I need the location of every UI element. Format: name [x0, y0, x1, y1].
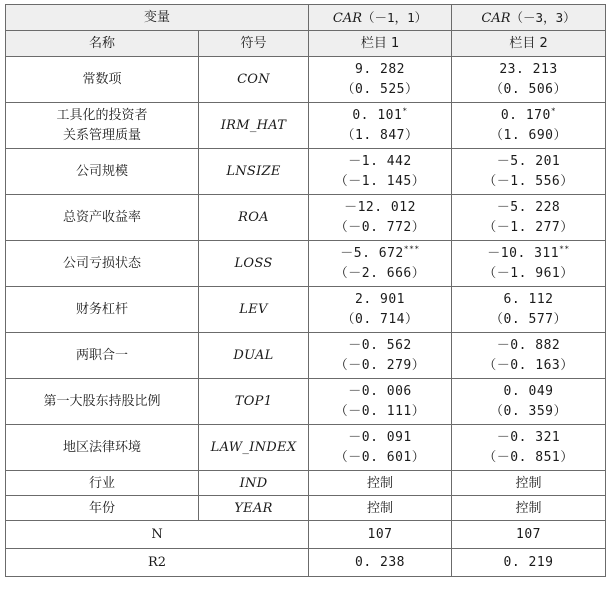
row-symbol: LAW_INDEX: [199, 425, 309, 471]
t-value: （0. 359）: [490, 403, 567, 419]
coef: －5. 228: [496, 199, 561, 215]
t-value: （－0. 601）: [334, 449, 426, 465]
n-c1: 107: [309, 521, 452, 549]
row-c1: [309, 103, 452, 149]
row-name: 年份: [6, 496, 199, 521]
coef: －1. 442: [348, 153, 412, 169]
row-c1: [309, 287, 452, 333]
header-car-1-name: CAR: [332, 10, 363, 26]
row-symbol: IRM_HAT: [199, 103, 309, 149]
header-car-1-range: （－1，1）: [362, 9, 428, 25]
stat-row-r2: [6, 549, 606, 577]
row-c1: [309, 379, 452, 425]
row-c2: [452, 195, 606, 241]
coef: －5. 672: [340, 245, 404, 261]
row-c2: [452, 379, 606, 425]
row-symbol: LOSS: [199, 241, 309, 287]
control-c1: 控制: [309, 496, 452, 521]
header-symbol: 符号: [199, 31, 309, 57]
t-value: （0. 714）: [341, 311, 419, 327]
control-row-industry: [6, 471, 606, 496]
header-column-2: 栏目 2: [452, 31, 606, 57]
r2-c2: 0. 219: [452, 549, 606, 577]
table-row: [6, 333, 606, 379]
row-c1: [309, 195, 452, 241]
significance-mark: *: [550, 106, 557, 116]
row-c2: [452, 57, 606, 103]
n-label: N: [6, 521, 309, 549]
row-name: 常数项: [6, 57, 199, 103]
t-value: （－0. 279）: [334, 357, 426, 373]
header-row-2: [6, 31, 606, 57]
control-c1: 控制: [309, 471, 452, 496]
t-value: （－1. 277）: [483, 219, 574, 235]
t-value: （0. 525）: [341, 81, 419, 97]
t-value: （1. 690）: [490, 127, 567, 143]
coef: －0. 091: [348, 429, 412, 445]
row-symbol: LNSIZE: [199, 149, 309, 195]
t-value: （0. 506）: [490, 81, 567, 97]
coef: －5. 201: [496, 153, 561, 169]
t-value: （1. 847）: [341, 127, 419, 143]
table-row: [6, 241, 606, 287]
row-c2: [452, 103, 606, 149]
t-value: （－0. 111）: [334, 403, 426, 419]
coef: 0. 170: [500, 107, 551, 123]
t-value: （0. 577）: [490, 311, 567, 327]
row-symbol: DUAL: [199, 333, 309, 379]
row-c2: [452, 425, 606, 471]
row-name-line-2: 关系管理质量: [62, 127, 141, 143]
row-symbol: TOP1: [199, 379, 309, 425]
row-symbol: LEV: [199, 287, 309, 333]
header-column-1: 栏目 1: [309, 31, 452, 57]
regression-table: [5, 4, 606, 577]
r2-label: R2: [6, 549, 309, 577]
row-name: 财务杠杆: [6, 287, 199, 333]
row-c1: [309, 333, 452, 379]
significance-mark: ***: [403, 244, 420, 254]
row-symbol: YEAR: [199, 496, 309, 521]
row-name: [6, 103, 199, 149]
significance-mark: *: [402, 106, 408, 116]
row-name: 公司规模: [6, 149, 199, 195]
r2-c1: 0. 238: [309, 549, 452, 577]
table-row: [6, 379, 606, 425]
table-row: [6, 425, 606, 471]
t-value: （－1. 145）: [334, 173, 426, 189]
header-name: 名称: [6, 31, 199, 57]
row-name: 地区法律环境: [6, 425, 199, 471]
row-name: 两职合一: [6, 333, 199, 379]
coef: 0. 049: [503, 383, 554, 399]
row-c2: [452, 149, 606, 195]
coef: －0. 562: [348, 337, 412, 353]
coef: －10. 311: [487, 245, 560, 261]
coef: 6. 112: [503, 291, 554, 307]
control-c2: 控制: [452, 496, 606, 521]
row-symbol: ROA: [199, 195, 309, 241]
coef: 2. 901: [355, 291, 405, 307]
table-row: [6, 195, 606, 241]
table-row: [6, 287, 606, 333]
coef: －0. 006: [348, 383, 412, 399]
row-name-line-1: 工具化的投资者: [56, 107, 148, 123]
coef: 9. 282: [355, 61, 405, 77]
control-c2: 控制: [452, 471, 606, 496]
t-value: （－1. 556）: [483, 173, 574, 189]
header-row-1: [6, 5, 606, 31]
coef: －0. 882: [496, 337, 561, 353]
header-car-2-range: （－3，3）: [510, 9, 576, 25]
t-value: （－2. 666）: [334, 265, 426, 281]
stat-row-n: [6, 521, 606, 549]
row-c2: [452, 287, 606, 333]
row-name: 公司亏损状态: [6, 241, 199, 287]
header-car-2-name: CAR: [481, 10, 511, 26]
significance-mark: **: [559, 244, 570, 254]
row-c2: [452, 241, 606, 287]
t-value: （－1. 961）: [483, 265, 574, 281]
row-name: 第一大股东持股比例: [6, 379, 199, 425]
table-row: [6, 103, 606, 149]
row-name: 总资产收益率: [6, 195, 199, 241]
t-value: （－0. 163）: [483, 357, 574, 373]
table-row: [6, 57, 606, 103]
row-name: 行业: [6, 471, 199, 496]
coef: 23. 213: [499, 61, 558, 77]
row-symbol: IND: [199, 471, 309, 496]
row-c2: [452, 333, 606, 379]
header-variable: 变量: [6, 5, 309, 31]
coef: －0. 321: [496, 429, 561, 445]
header-car-model-2: [452, 5, 606, 31]
row-c1: [309, 241, 452, 287]
row-c1: [309, 149, 452, 195]
control-row-year: [6, 496, 606, 521]
coef: 0. 101: [352, 107, 403, 123]
row-symbol: CON: [199, 57, 309, 103]
table-row: [6, 149, 606, 195]
header-car-model-1: [309, 5, 452, 31]
row-c1: [309, 57, 452, 103]
n-c2: 107: [452, 521, 606, 549]
row-c1: [309, 425, 452, 471]
t-value: （－0. 772）: [334, 219, 426, 235]
t-value: （－0. 851）: [483, 449, 574, 465]
coef: －12. 012: [344, 199, 416, 215]
